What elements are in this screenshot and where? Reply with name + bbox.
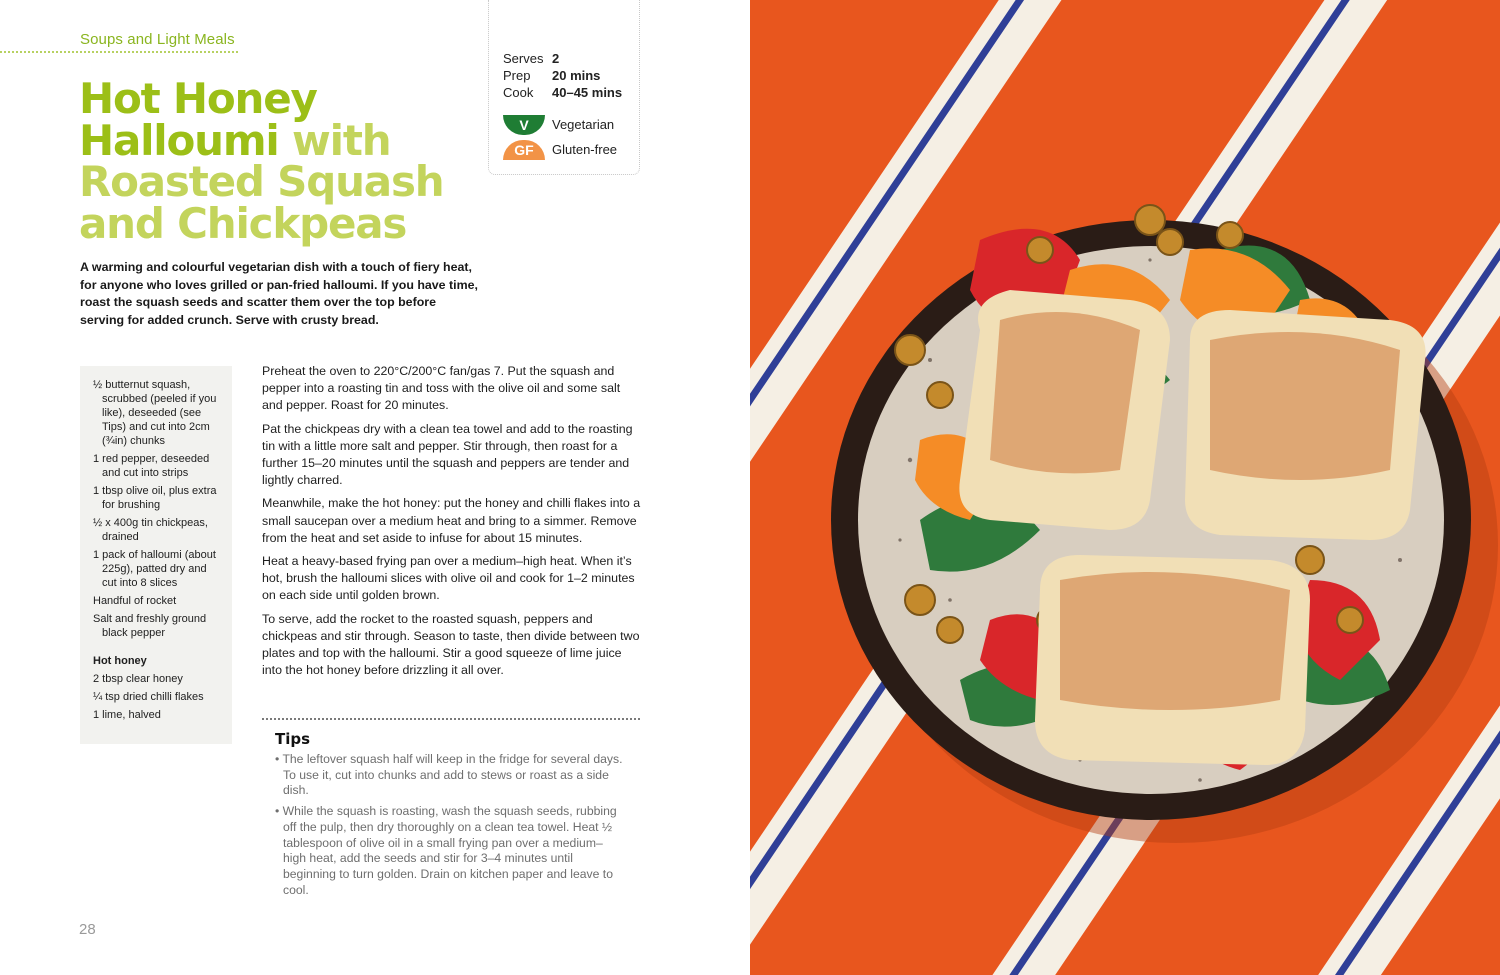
food-illustration (750, 0, 1500, 975)
ingredient-item: Handful of rocket (93, 595, 177, 607)
ingredient-item: 1 lime, halved (93, 709, 161, 721)
method-step: Heat a heavy-based frying pan over a medium–high heat. When it’s hot, brush the halloumi slices with olive oil and cook for 1–2 minutes on each side until golden brown. (262, 554, 635, 603)
ingredient-item: ½ x 400g tin chickpeas, drained (93, 517, 208, 543)
ingredients-panel (80, 366, 232, 744)
ingredient-item: ¼ tsp dried chilli flakes (93, 691, 204, 703)
section-divider (0, 51, 238, 53)
method-step: Preheat the oven to 220°C/200°C fan/gas 7. Put the squash and pepper into a roasting tin and toss with the olive oil and some salt and pepper. Roast for 20 minutes. (262, 364, 621, 413)
serves-value: 2 (552, 51, 560, 66)
halloumi-plate-illustration (750, 0, 1500, 975)
tip-item: • The leftover squash half will keep in the fridge for several days. To use it, cut into chunks and add to stews or roast as a side dish. (275, 752, 625, 799)
method-step: To serve, add the rocket to the roasted squash, peppers and chickpeas and stir through. Season to taste, then divide between two plates and top with the halloumi. Stir a good squeeze of lime juice into the hot honey before drizzling it all over. (262, 611, 640, 678)
tip-item: • While the squash is roasting, wash the squash seeds, rubbing off the pulp, then dry thoroughly on a clean tea towel. Heat ½ tablespoon of olive oil in a small frying pan over a medium–high heat, add the seeds and stir for 3–4 minutes until beginning to turn golden. Drain on kitchen paper and leave to cool. (275, 804, 625, 898)
section-label: Soups and Light Meals (80, 31, 235, 48)
recipe-title (79, 74, 479, 248)
tips-list (275, 752, 625, 903)
ingredient-item: ½ butternut squash, scrubbed (peeled if you like), deseeded (see Tips) and cut into 2cm (¾in) chunks (93, 379, 217, 447)
ingredient-item: 2 tbsp clear honey (93, 673, 183, 685)
prep-value: 20 mins (552, 68, 601, 83)
hot-honey-heading: Hot honey (93, 655, 147, 667)
ingredient-item: 1 pack of halloumi (about 225g), patted dry and cut into 8 slices (93, 549, 216, 589)
cook-label: Cook (503, 85, 534, 100)
gluten-free-label: Gluten-free (552, 142, 618, 157)
ingredient-item: Salt and freshly ground black pepper (93, 613, 207, 639)
gluten-free-badge: GF (503, 140, 545, 160)
page-number: 28 (79, 921, 96, 938)
tips-heading: Tips (275, 730, 311, 748)
prep-label: Prep (503, 68, 531, 83)
recipe-intro: A warming and colourful vegetarian dish with a touch of fiery heat, for anyone who loves grilled or pan-fried halloumi. If you have time, roast the squash seeds and scatter them over the top before serving for added crunch. Serve with crusty bread. (80, 260, 478, 327)
recipe-info-box (488, 0, 640, 175)
ingredient-item: 1 red pepper, deseeded and cut into strips (93, 453, 210, 479)
ingredient-item: 1 tbsp olive oil, plus extra for brushing (93, 485, 217, 511)
tips-divider (262, 718, 640, 720)
title-main: Hot Honey Halloumi (79, 74, 317, 165)
vegetarian-label: Vegetarian (552, 117, 615, 132)
serves-row (503, 51, 559, 66)
serves-label: Serves (503, 51, 544, 66)
method-steps (262, 363, 642, 685)
cook-value: 40–45 mins (552, 85, 623, 100)
method-step: Meanwhile, make the hot honey: put the honey and chilli flakes into a small saucepan over a medium heat and bring to a simmer. Remove from the heat and set aside to infuse for about 15 minutes. (262, 496, 641, 545)
cook-row (503, 85, 622, 100)
prep-row (503, 68, 600, 83)
title-sub: with Roasted Squash and Chickpeas (79, 115, 444, 248)
vegetarian-badge: V (503, 115, 545, 135)
method-step: Pat the chickpeas dry with a clean tea towel and add to the roasting tin with a little more salt and pepper. Stir through, then roast for a further 15–20 minutes until the squash and peppers are tender and lightly charred. (262, 421, 633, 488)
